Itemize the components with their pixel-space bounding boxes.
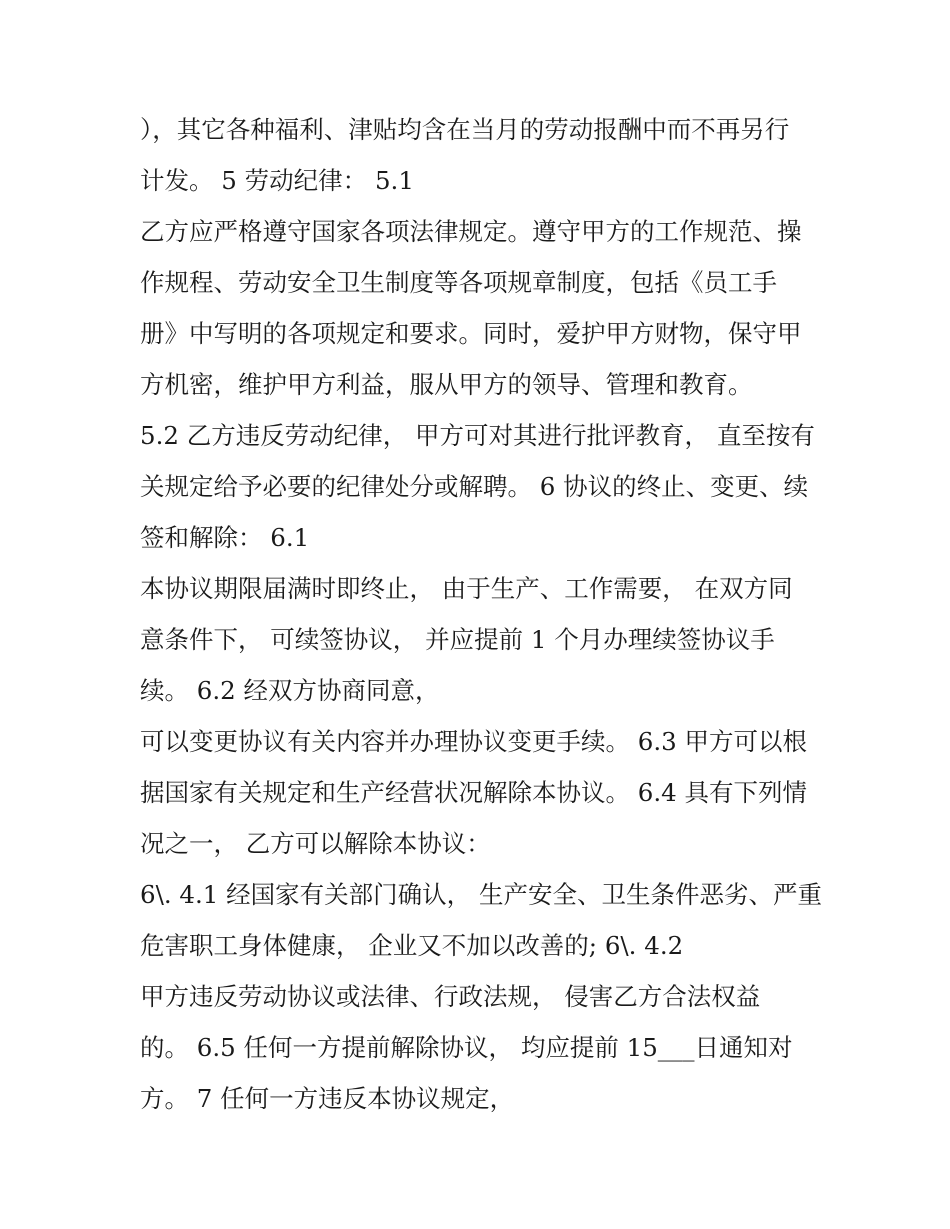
text-line: 的。 6.5 任何一方提前解除协议， 均应提前 15___日通知对 <box>140 1033 793 1062</box>
text-line: 乙方应严格遵守国家各项法律规定。遵守甲方的工作规范、操 <box>140 217 802 246</box>
text-line: 可以变更协议有关内容并办理协议变更手续。 6.3 甲方可以根 <box>140 727 808 756</box>
text-line: 况之一， 乙方可以解除本协议： <box>140 829 491 858</box>
text-line: 5.2 乙方违反劳动纪律， 甲方可对其进行批评教育， 直至按有 <box>140 421 815 450</box>
text-line: 据国家有关规定和生产经营状况解除本协议。 6.4 具有下列情 <box>140 778 808 807</box>
text-line: 方。 7 任何一方违反本协议规定， <box>140 1084 515 1113</box>
text-line: 计发。 5 劳动纪律： 5.1 <box>140 166 414 195</box>
text-line: 6\. 4.1 经国家有关部门确认， 生产安全、卫生条件恶劣、严重 <box>140 880 822 909</box>
text-line: ），其它各种福利、津贴均含在当月的劳动报酬中而不再另行 <box>140 115 790 144</box>
text-line: 作规程、劳动安全卫生制度等各项规章制度，包括《员工手 <box>140 268 777 297</box>
text-line: 册》中写明的各项规定和要求。同时，爱护甲方财物，保守甲 <box>140 319 802 348</box>
text-line: 甲方违反劳动协议或法律、行政法规， 侵害乙方合法权益 <box>140 982 761 1011</box>
text-line: 方机密，维护甲方利益，服从甲方的领导、管理和教育。 <box>140 370 753 399</box>
text-line: 危害职工身体健康， 企业又不加以改善的; 6\. 4.2 <box>140 931 684 960</box>
text-line: 本协议期限届满时即终止， 由于生产、工作需要， 在双方同 <box>140 574 793 603</box>
text-line: 意条件下， 可续签协议， 并应提前 1 个月办理续签协议手 <box>140 625 775 654</box>
text-line: 签和解除： 6.1 <box>140 523 310 552</box>
text-line: 关规定给予必要的纪律处分或解聘。 6 协议的终止、变更、续 <box>140 472 809 501</box>
text-line: 续。 6.2 经双方协商同意， <box>140 676 440 705</box>
